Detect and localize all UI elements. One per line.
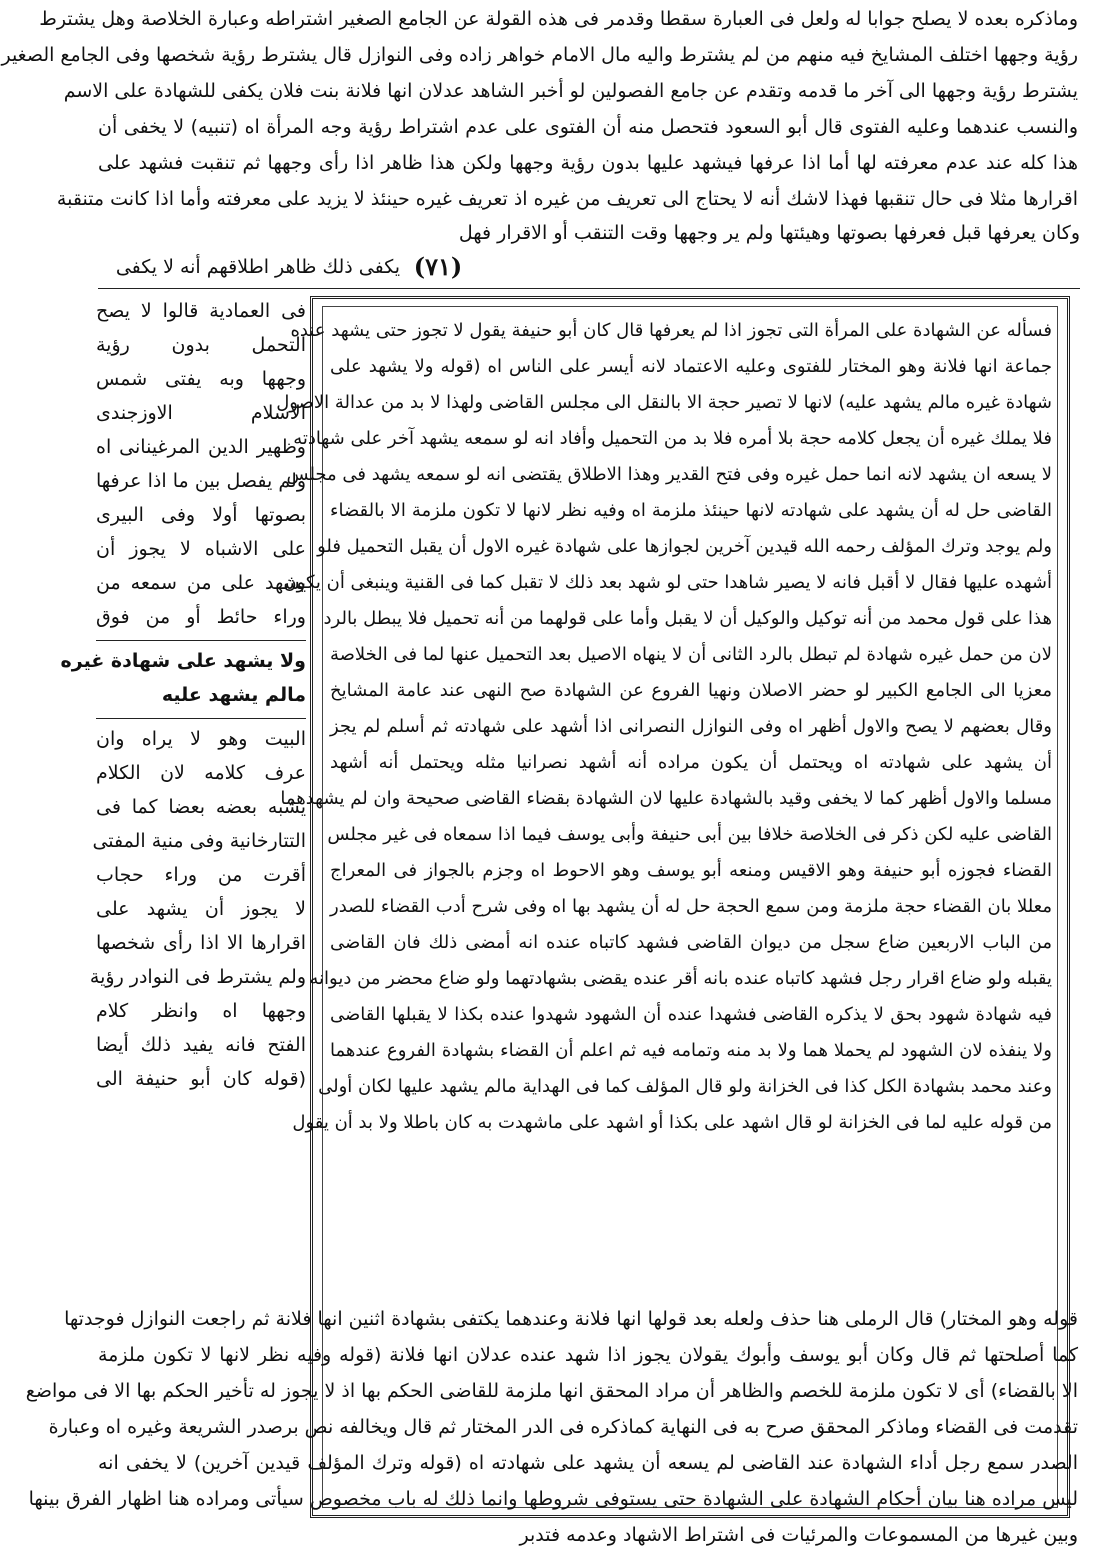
text-line-left: يكفى ذلك ظاهر اطلاقهم أنه لا يكفى xyxy=(115,256,400,278)
margin-line: وجهها وبه يفتى شمس xyxy=(96,368,306,390)
matn-line: ولا يشهد على شهادة غيره xyxy=(60,650,306,672)
text-line: اقرارها مثلا فى حال تنقبها فهذا لاشك أنه لا يحتاج الى تعريف من غيره اذ تعريف غيره حينئذ لا يزيد على معرفته وأما اذا كانت متنقبة xyxy=(56,188,1078,210)
margin-line: فى العمادية قالوا لا يصح xyxy=(96,300,306,322)
margin-line: يشبه بعضه بعضا كما فى xyxy=(96,796,306,818)
margin-line: التتارخانية وفى منية المفتى xyxy=(92,830,306,852)
text-line: وبين غيرها من المسموعات والمرئيات فى اشتراط الاشهاد وعدمه فتدبر xyxy=(519,1524,1078,1546)
text-line: جماعة انها فلانة وهو المختار للفتوى وعليه الاعتماد لانه أيسر على الناس اه (قوله ولا يشهد على xyxy=(330,356,1052,377)
text-line: من قوله عليه لما فى الخزانة لو قال اشهد على بكذا أو اشهد على ماشهدت به كان باطلا ولا بد أن يقول xyxy=(292,1112,1052,1133)
text-line: هذا كله عند عدم معرفته لها أما اذا عرفها فيشهد عليها بدون رؤية وجهها ولكن هذا ظاهر اذا رأى وجهها ثم تنقبت فشهد على xyxy=(98,152,1078,174)
margin-line: ولم يفصل بين ما اذا عرفها xyxy=(96,470,306,492)
text-line: فلا يملك غيره أن يجعل كلامه حجة بلا أمره فلا بد من التحميل وأفاد انه لو سمعه يشهد آخر على شهادته xyxy=(293,428,1052,449)
margin-line: اقرارها الا اذا رأى شخصها xyxy=(96,932,306,954)
text-line: وعند محمد بشهادة الكل كذا فى الخزانة ولو قال المؤلف كما فى الهداية مالم يشهد عليها لكان أولى xyxy=(318,1076,1052,1097)
text-line: شهادة غيره مالم يشهد عليه) لانها لا تصير حجة الا بالنقل الى مجلس القاضى ولهذا لا بد من عدالة الاصول xyxy=(276,392,1052,413)
margin-divider xyxy=(96,718,306,719)
text-line: ولم يوجد وترك المؤلف رحمه الله قيدين آخرين لجوازها على شهادة غيره الاول أن يقبل التحميل فلو xyxy=(317,536,1052,557)
header-rule xyxy=(98,288,1080,289)
margin-line: يشهد على من سمعه من xyxy=(96,572,306,594)
text-line: يشترط رؤية وجهها الى آخر ما قدمه وتقدم عن جامع الفصولين لو أخبر الشاهد عدلان انها فلانة بنت فلان يكفى للشهادة على الاسم xyxy=(63,80,1078,102)
margin-line: الفتح فانه يفيد ذلك أيضا xyxy=(96,1034,306,1056)
text-line: أن يشهد على شهادته اه ويحتمل أن يكون مراده أنه أشهد نصرانيا مثله ويحتمل أنه أشهد xyxy=(330,752,1052,773)
text-line: معللا بان القضاء حجة ملزمة ومن سمع الحجة حل له أن يشهد بها اه وفى شرح أدب القضاء للصدر xyxy=(330,896,1052,917)
text-line: الا بالقضاء) أى لا تكون ملزمة للخصم والظاهر أن مراد المحقق انها ملزمة للقاضى الحكم بها اذ لا يجوز له تأخير الحكم بها الا فى مواضع xyxy=(25,1380,1078,1402)
margin-line: البيت وهو لا يراه وان xyxy=(96,728,306,750)
margin-line: الاسلام الاوزجندى xyxy=(96,402,306,424)
text-line-continuation xyxy=(480,252,1078,283)
text-line: كما أصلحتها ثم قال وكان أبو يوسف وأبوك يقولان يجوز اذا شهد عنده عدلان انها فلانة (قوله وفيه نظر لانها لا تكون ملزمة xyxy=(98,1344,1078,1366)
text-line: القضاء فجوزه أبو حنيفة وهو الاقيس ومنعه أبو يوسف وهو الاحوط اه وجزم بالجواز فى المعراج xyxy=(330,860,1052,881)
text-line: وماذكره بعده لا يصلح جوابا له ولعل فى العبارة سقطا وقدمر فى هذه القولة عن الجامع الصغير اشتراطه وعبارة الخلاصة وهل يشترط xyxy=(39,8,1078,30)
margin-line: أقرت من وراء حجاب xyxy=(96,864,306,886)
text-line: فسأله عن الشهادة على المرأة التى تجوز اذا لم يعرفها قال كان أبو حنيفة يقول لا تجوز حتى يشهد عنده xyxy=(290,320,1052,341)
margin-line: لا يجوز أن يشهد على xyxy=(96,898,306,920)
text-line: ليس مراده هنا بيان أحكام الشهادة على الشهادة حتى يستوفى شروطها وانما ذلك له باب مخصوص سيأتى ومراده هنا اظهار الفرق بينها xyxy=(28,1488,1078,1510)
margin-line: (قوله كان أبو حنيفة الى xyxy=(96,1068,306,1090)
text-line: فيه شهادة شهود بحق لا يذكره القاضى فشهدا عنده أن الشهود شهدوا عنده بكذا لا يقبلها القاضى xyxy=(330,1004,1052,1025)
margin-line: وجهها اه وانظر كلام xyxy=(96,1000,306,1022)
margin-line: وظهير الدين المرغينانى اه xyxy=(96,436,306,458)
text-line-right: وكان يعرفها قبل فعرفها بصوتها وهيئتها ولم ير وجهها وقت التنقب أو الاقرار فهل xyxy=(458,222,1080,244)
text-line: هذا على قول محمد من أنه توكيل والوكيل أن لا يقبل وأما على قولهما من أنه تحميل فلا يبطل بالرد xyxy=(323,608,1052,629)
text-line: لان من حمل غيره شهادة لم تبطل بالرد الثانى أن لا ينهاه الاصيل بعد التحميل عنها لما فى الخلاصة xyxy=(330,644,1052,665)
text-line: القاضى حل له أن يشهد على شهادته لانها حينئذ ملزمة اه وفيه نظر لانها لا تكون ملزمة الا بالقضاء xyxy=(330,500,1052,521)
text-line: وقال بعضهم لا يصح والاول أظهر اه وفى النوازل النصرانى اذا أشهد على شهادته ثم أسلم لم يجز xyxy=(330,716,1052,737)
text-line: تقدمت فى القضاء وماذكر المحقق صرح به فى النهاية كماذكره فى الدر المختار ثم قال ويخالفه نص برصدر الشريعة وغيره اه وعبارة xyxy=(48,1416,1078,1438)
text-line: مسلما والاول أظهر كما لا يخفى وقيد بالشهادة عليها لان الشهادة بقضاء القاضى صحيحة وان لم يشهدهما xyxy=(280,788,1052,809)
text-line: ولا ينفذه لان الشهود لم يحملا هما ولا بد منه وتمامه فيه ثم اعلم أن القضاء بشهادة الفروع عندهما xyxy=(330,1040,1052,1061)
text-line: الصدر سمع رجل أداء الشهادة عند القاضى لم يسعه أن يشهد على شهادته اه (قوله وترك المؤلف قيدين آخرين) لا يخفى انه xyxy=(98,1452,1078,1474)
text-line: القاضى عليه لكن ذكر فى الخلاصة خلافا بين أبى حنيفة وأبى يوسف فيما اذا سمعاه فى غير مجلس xyxy=(327,824,1052,845)
margin-line: على الاشباه لا يجوز أن xyxy=(96,538,306,560)
margin-line: ولم يشترط فى النوادر رؤية xyxy=(89,966,306,988)
text-line: من الباب الاربعين ضاع سجل من ديوان القاضى فشهد كاتباه عنده انه أمضى ذلك فان القاضى xyxy=(330,932,1052,953)
text-line: أشهده عليها فقال لا أقبل فانه لا يصير شاهدا حتى لو شهد بعد ذلك لا تقبل كما فى القنية وينبغى أن يكون xyxy=(283,572,1052,593)
page-number: (٧١) xyxy=(413,252,463,281)
margin-line: التحمل بدون رؤية xyxy=(96,334,306,356)
matn-line: مالم يشهد عليه xyxy=(161,684,306,706)
margin-line: عرف كلامه لان الكلام xyxy=(96,762,306,784)
text-line: والنسب عندهما وعليه الفتوى قال أبو السعود فتحصل منه أن الفتوى على عدم اشتراط رؤية وجه المرأة اه (تنبيه) لا يخفى أن xyxy=(98,116,1078,138)
margin-divider xyxy=(96,640,306,641)
text-line: قوله وهو المختار) قال الرملى هنا حذف ولعله بعد قولها انها فلانة وعندهما يكتفى بشهادة اثنين انها فلانة ثم راجعت النوازل فوجدتها xyxy=(64,1308,1078,1330)
margin-line: بصوتها أولا وفى البيرى xyxy=(96,504,306,526)
text-line: رؤية وجهها اختلف المشايخ فيه منهم من لم يشترط واليه مال الامام خواهر زاده وفى النوازل قال يشترط رؤية شخصها وفى الجامع الصغير xyxy=(1,44,1078,66)
text-line: يقبله ولو ضاع اقرار رجل فشهد كاتباه عنده بانه أقر عنده يقضى بشهادتهما ولو ضاع محضر من ديوانه xyxy=(309,968,1052,989)
text-line: لا يسعه ان يشهد لانه انما حمل غيره وفى فتح القدير وهذا الاطلاق يقتضى انه لو سمعه يشهد فى مجلس xyxy=(286,464,1052,485)
margin-line: وراء حائط أو من فوق xyxy=(96,606,306,628)
text-line: معزيا الى الجامع الكبير لو حضر الاصلان ونهيا الفروع عن الشهادة صح النهى عند عامة المشايخ xyxy=(330,680,1052,701)
